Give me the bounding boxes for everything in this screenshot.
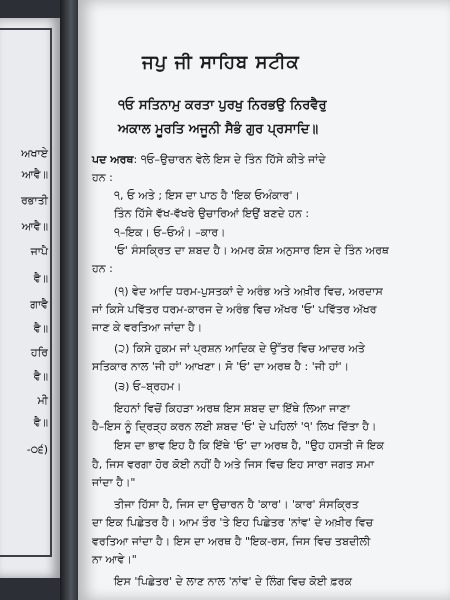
body-line: ਤਿੰਨ ਹਿੱਸੇ ਵੱਖ-ਵੱਖਰੇ ਉਚਾਰਿਆਂ ਇਉਂ ਬਣਦੇ ਹਨ : (114, 207, 310, 220)
left-page-line: -੦੬) (26, 443, 48, 456)
body-line: ਹੈ, ਜਿਸ ਵਰਗਾ ਹੋਰ ਕੋਈ ਨਹੀਂ ਹੈ ਅਤੇ ਜਿਸ ਵਿਚ ਇਹ ਸਾਰਾ ਜਗਤ ਸਮਾ (92, 458, 374, 471)
pad-arth-label: ਪਦ ਅਰਥ (92, 153, 134, 166)
left-page-line: ਅਖਾਏ (21, 147, 48, 160)
body-line: ਦਾ ਇਕ ਪਿਛੇਤਰ ਹੈ। ਆਮ ਤੌਰ 'ਤੇ ਇਹ ਪਿਛੇਤਰ 'ਨਾਂਵ' ਦੇ ਅਖ਼ੀਰ ਵਿਚ (92, 516, 374, 529)
body-line: (੨) ਕਿਸੇ ਹੁਕਮ ਜਾਂ ਪ੍ਰਸ਼ਨ ਆਦਿਕ ਦੇ ਉੱਤਰ ਵਿਚ ਆਦਰ ਅਤੇ (114, 342, 365, 355)
left-page-line: ਰਭਾਤੀ (20, 194, 48, 207)
body-line: ਇਹਨਾਂ ਵਿਚੋਂ ਕਿਹੜਾ ਅਰਥ ਇਸ ਸ਼ਬਦ ਦਾ ਇੱਥੇ ਲਿਆ ਜਾਣਾ (114, 402, 350, 415)
body-line: ਇਸ ਦਾ ਭਾਵ ਇਹ ਹੈ ਕਿ ਇੱਥੇ 'ਓ' ਦਾ ਅਰਥ ਹੈ, "ਉਹ ਹਸਤੀ ਜੋ ਇਕ (114, 439, 384, 452)
mool-mantar-line: ਅਕਾਲ ਮੂਰਤਿ ਅਜੂਨੀ ਸੈਭੰ ਗੁਰ ਪ੍ਰਸਾਦਿ॥ (118, 122, 319, 137)
left-page-line: ਵੈ॥ (33, 370, 48, 383)
left-page-line: ਗਾਵੈ (30, 298, 48, 311)
body-line: ਨਾ ਆਵੇ।" (92, 553, 137, 566)
body-line: ਹੈ–ਇਸ ਨੂੰ ਦ੍ਰਿੜ੍ਹ ਕਰਨ ਲਈ ਸ਼ਬਦ 'ਓ' ਦੇ ਪਹਿਲਾਂ '੧' ਲਿਖ ਦਿੱਤਾ ਹੈ। (92, 420, 377, 433)
pad-arth-text: : ੧ਓ–ਉਚਾਰਨ ਵੇਲੇ ਇਸ ਦੇ ਤਿੰਨ ਹਿੱਸੇ ਕੀਤੇ ਜਾਂਦੇ (133, 153, 326, 166)
left-page-line: ਆਵੈ॥ (21, 220, 48, 233)
left-page-line: ਵੈ॥ (33, 272, 48, 285)
body-line: ੧, ਓ ਅਤੇ ; ਇਸ ਦਾ ਪਾਠ ਹੈ 'ਇਕ ਓਅੰਕਾਰ'। (114, 189, 300, 202)
pad-arth-line (92, 153, 326, 167)
body-line: ੧–ਇਕ। ਓ–ਓਅੰ। –ਕਾਰ। (114, 226, 226, 239)
left-page-line: ਵੈ॥ (33, 322, 48, 335)
body-line: (੧) ਵੇਦ ਆਦਿ ਧਰਮ-ਪੁਸਤਕਾਂ ਦੇ ਅਰੰਭ ਅਤੇ ਅਖ਼ੀਰ ਵਿਚ, ਅਰਦਾਸ (114, 285, 383, 298)
page-title: ਜਪੁ ਜੀ ਸਾਹਿਬ ਸਟੀਕ (142, 52, 300, 73)
body-line: ਵਰਤਿਆ ਜਾਂਦਾ ਹੈ। ਇਸ ਦਾ ਅਰਥ ਹੈ "ਇਕ-ਰਸ, ਜਿਸ ਵਿਚ ਤਬਦੀਲੀ (92, 535, 371, 548)
left-page-line: ਮੀ (37, 394, 48, 407)
body-line: (੩) ਓ–ਬ੍ਰਹਮ। (114, 380, 182, 393)
left-page-line: ਜਾਪੈ (30, 245, 48, 258)
mool-mantar-line: ੧ਓ ਸਤਿਨਾਮੁ ਕਰਤਾ ਪੁਰਖੁ ਨਿਰਭਉ ਨਿਰਵੈਰੁ (118, 98, 327, 113)
left-page-line: ਵੈ॥ (33, 416, 48, 429)
left-page-line: ਹਰਿ (30, 346, 48, 359)
body-line: ਜਾਣ ਕੇ ਵਰਤਿਆ ਜਾਂਦਾ ਹੈ। (92, 321, 203, 334)
body-line: ਜਾਂਦਾ ਹੈ।" (92, 476, 136, 489)
body-line: ਜਾਂ ਕਿਸੇ ਪਵਿੱਤਰ ਧਰਮ-ਕਾਰਜ ਦੇ ਅਰੰਭ ਵਿਚ ਅੱਖਰ 'ਓ' ਪਵਿੱਤਰ ਅੱਖਰ (92, 303, 377, 316)
body-line: ਹਨ : (92, 262, 113, 275)
left-page-line: ਆਵੈ॥ (21, 168, 48, 181)
body-line: ਸਤਿਕਾਰ ਨਾਲ 'ਜੀ ਹਾਂ' ਆਖਣਾ। ਸੋ 'ਓ' ਦਾ ਅਰਥ ਹੈ : 'ਜੀ ਹਾਂ'। (92, 360, 350, 373)
right-page (78, 0, 450, 600)
left-page-border (0, 28, 52, 557)
body-line: ਤੀਜਾ ਹਿੱਸਾ ਹੈ, ਜਿਸ ਦਾ ਉਚਾਰਨ ਹੈ 'ਕਾਰ'। 'ਕਾਰ' ਸੰਸਕ੍ਰਿਤ (114, 498, 359, 511)
body-line: ਹਨ : (92, 171, 113, 184)
body-line: 'ਓ' ਸੰਸਕ੍ਰਿਤ ਦਾ ਸ਼ਬਦ ਹੈ। ਅਮਰ ਕੋਸ਼ ਅਨੁਸਾਰ ਇਸ ਦੇ ਤਿੰਨ ਅਰਥ (114, 244, 389, 257)
body-line: ਇਸ 'ਪਿਛੇਤਰ' ਦੇ ਲਾਣ ਨਾਲ 'ਨਾਂਵ' ਦੇ ਲਿੰਗ ਵਿਚ ਕੋਈ ਫ਼ਰਕ (114, 575, 353, 588)
left-page (0, 18, 60, 578)
